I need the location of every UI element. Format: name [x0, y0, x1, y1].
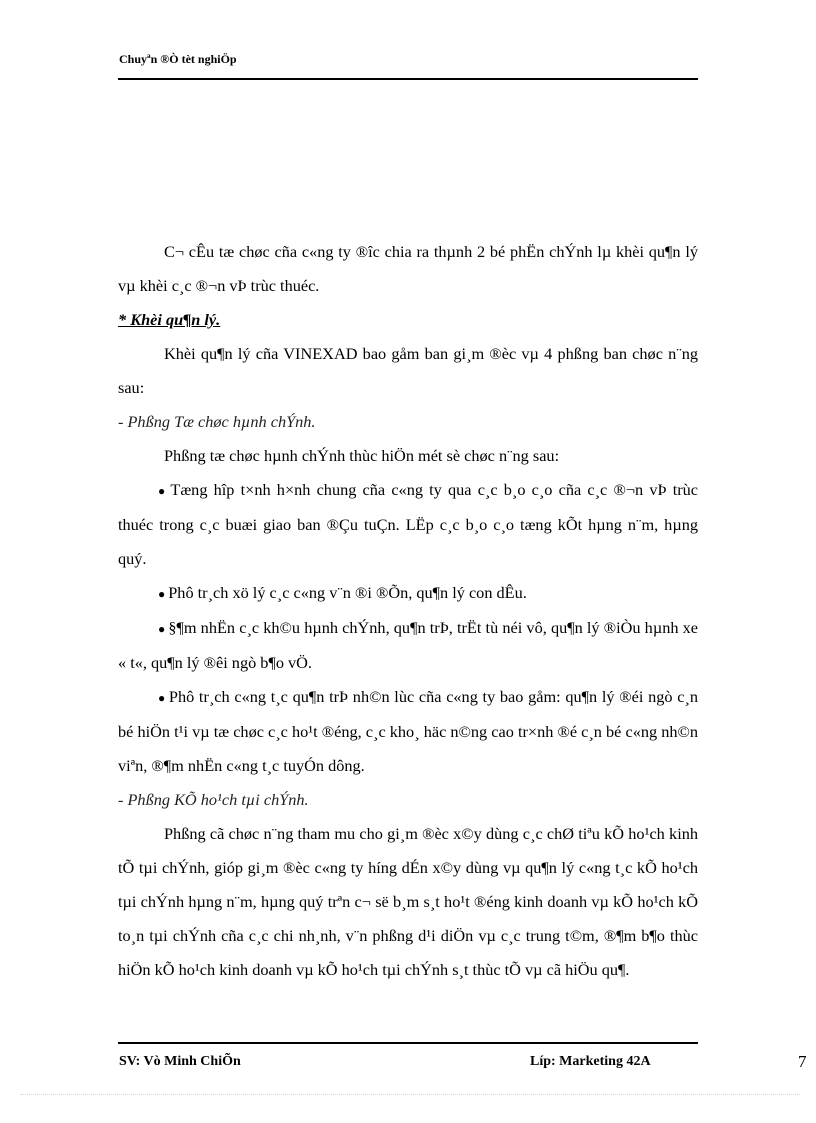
bullet-item	[118, 576, 698, 611]
bullet-icon: ●	[158, 484, 168, 498]
bullet-text: §¶m nhËn c¸c kh©u hµnh chÝnh, qu¶n trÞ, trËt tù néi vô, qu¶n lý ®iÒu hµnh xe « t«, qu¶n lý ®êi ngò b¶o vÖ.	[118, 618, 699, 672]
section-intro-paragraph: Khèi qu¶n lý cña VINEXAD bao gåm ban gi¸m ®èc vµ 4 phßng ban chøc n¨ng sau:	[118, 344, 698, 397]
bullet-icon: ●	[158, 587, 166, 601]
bullet-item	[118, 680, 698, 783]
header-title: Chuyªn ®Ò tèt nghiÖp	[119, 52, 237, 66]
dept1-intro-paragraph: Phßng tæ chøc hµnh chÝnh thùc hiÖn mét sè chøc n¨ng sau:	[164, 446, 560, 465]
bullet-text: Tæng hîp t×nh h×nh chung cña c«ng ty qua c¸c b¸o c¸o cña c¸c ®¬n vÞ trùc thuéc trong c¸c buæi giao ban ®Çu tuÇn. LËp c¸c b¸o c¸o tæng kÕt hµng n¨m, hµng quý.	[118, 480, 699, 568]
page-bottom-divider	[20, 1094, 800, 1095]
dept1-heading: - Phßng Tæ chøc hµnh chÝnh.	[118, 412, 316, 431]
dept2-heading: - Phßng KÕ ho¹ch tµi chÝnh.	[118, 790, 309, 809]
document-body	[118, 235, 698, 987]
bullet-item	[118, 611, 698, 680]
bullet-icon: ●	[158, 622, 166, 636]
footer-class: Líp: Marketing 42A	[530, 1054, 651, 1069]
page-number: 7	[798, 1052, 807, 1071]
intro-paragraph: C¬ cÊu tæ chøc cña c«ng ty ®îc chia ra thµnh 2 bé phËn chÝnh lµ khèi qu¶n lý vµ khèi c¸c ®¬n vÞ trùc thuéc.	[118, 242, 698, 295]
header-rule	[118, 78, 698, 80]
section-heading: * Khèi qu¶n lý.	[118, 310, 221, 329]
bullet-item	[118, 473, 698, 576]
bullet-text: Phô tr¸ch c«ng t¸c qu¶n trÞ nh©n lùc cña c«ng ty bao gåm: qu¶n lý ®éi ngò c¸n bé hiÖn t¹i vµ tæ chøc c¸c ho¹t ®éng, c¸c kho¸ häc n©ng cao tr×nh ®é c¸n bé c«ng nh©n viªn, ®¶m nhËn c«ng t¸c tuyÓn dông.	[118, 687, 698, 775]
footer-student: SV: Vò Minh ChiÕn	[119, 1054, 241, 1069]
footer-rule	[118, 1042, 698, 1044]
dept2-paragraph: Phßng cã chøc n¨ng tham mu cho gi¸m ®èc x©y dùng c¸c chØ tiªu kÕ ho¹ch kinh tÕ tµi chÝnh, gióp gi¸m ®èc c«ng ty híng dÉn x©y dùng vµ qu¶n lý c«ng t¸c kÕ ho¹ch tµi chÝnh hµng n¨m, hµng quý trªn c¬ së b¸m s¸t ho¹t ®éng kinh doanh vµ kÕ ho¹ch kÕ to¸n tµi chÝnh cña c¸c chi nh¸nh, v¨n phßng d¹i diÖn vµ c¸c trung t©m, ®¶m b¶o thùc hiÖn kÕ ho¹ch kinh doanh vµ kÕ ho¹ch tµi chÝnh s¸t thùc tÕ vµ cã hiÖu qu¶.	[118, 824, 698, 979]
bullet-icon: ●	[158, 691, 166, 705]
bullet-text: Phô tr¸ch xö lý c¸c c«ng v¨n ®i ®Õn, qu¶n lý con dÊu.	[168, 583, 527, 602]
